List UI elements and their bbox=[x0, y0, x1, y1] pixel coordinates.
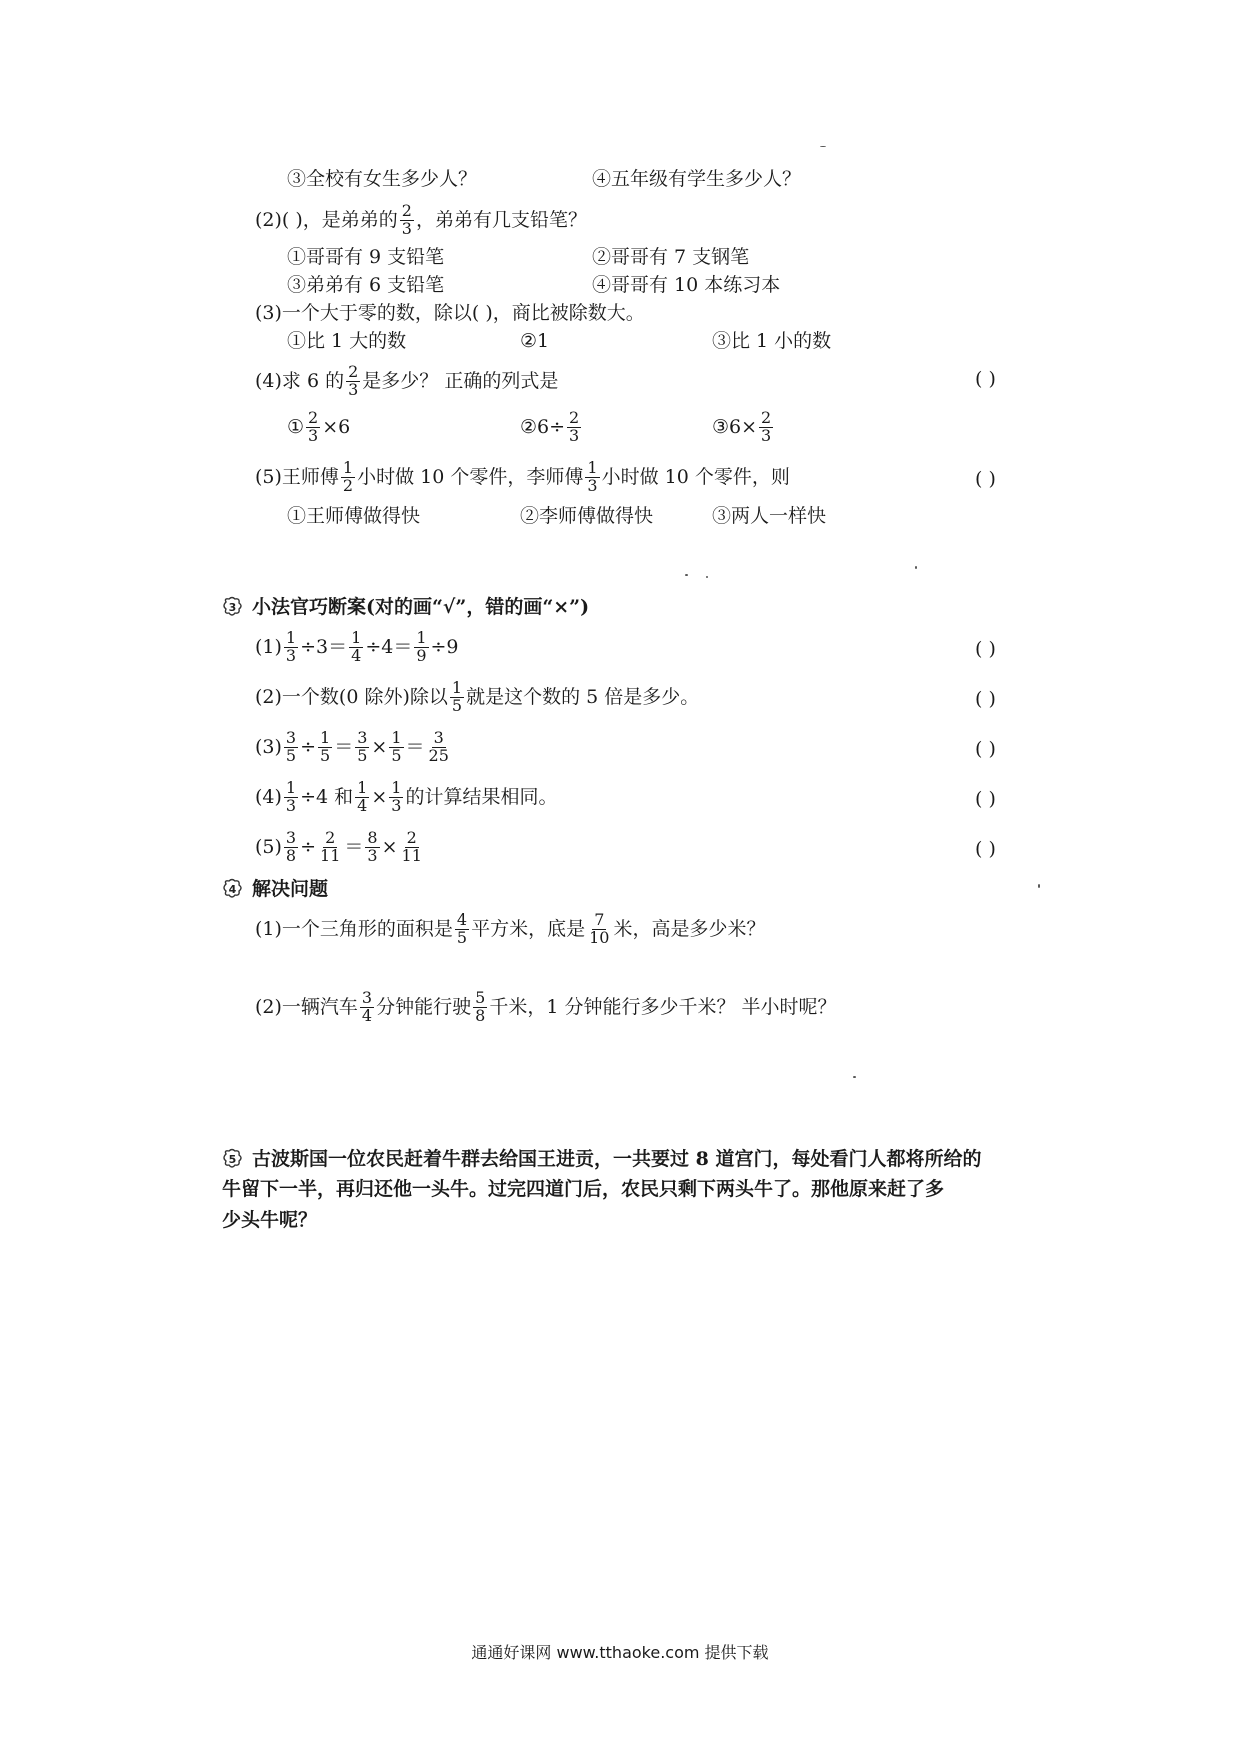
q4-option-1: ① $\frac{2}{3}$ ×6 bbox=[287, 408, 351, 445]
svg-text:4: 4 bbox=[228, 883, 237, 896]
q4-stem bbox=[255, 364, 558, 399]
fraction: $\frac{1}{4}$ bbox=[351, 628, 362, 665]
scan-speck bbox=[1038, 884, 1040, 888]
q4-option-2: ②6÷ $\frac{2}{3}$ bbox=[520, 408, 580, 445]
fraction: $\frac{1}{5}$ bbox=[320, 728, 331, 765]
fraction: $\frac{1}{5}$ bbox=[451, 678, 463, 715]
fraction: $\frac{2}{3}$ bbox=[401, 201, 412, 238]
q2-option-4: ④哥哥有 10 本练习本 bbox=[592, 274, 781, 296]
section-4-heading bbox=[222, 878, 328, 900]
scan-speck bbox=[915, 566, 917, 569]
fraction: $\frac{3}{5}$ bbox=[357, 728, 368, 765]
fraction: $\frac{3}{5}$ bbox=[285, 728, 297, 765]
section-5-line-3: 少头牛呢？ bbox=[222, 1209, 318, 1231]
fraction: $\frac{2}{11}$ bbox=[401, 828, 422, 865]
section-3-title: 小法官巧断案(对的画“√”，错的画“×”) bbox=[252, 595, 590, 618]
judge-item-5: (5) $\frac{3}{8}$ ÷ $\frac{2}{11}$ ＝ $\frac{8}{3}$ × $\frac{2}{11}$ bbox=[255, 828, 422, 865]
q2-option-2: ②哥哥有 7 支钢笔 bbox=[592, 246, 750, 268]
fraction: $\frac{1}{3}$ bbox=[391, 778, 402, 815]
section-5-line-2: 牛留下一半，再归还他一头牛。过完四道门后，农民只剩下两头牛了。那他原来赶了多 bbox=[222, 1178, 945, 1200]
scan-speck bbox=[706, 576, 708, 578]
q4-stem-post: 是多少？ 正确的列式是 bbox=[362, 369, 559, 392]
flower-badge-icon bbox=[222, 596, 248, 618]
q5-option-2: ②李师傅做得快 bbox=[520, 505, 654, 527]
scan-speck bbox=[820, 146, 826, 147]
q5-option-1: ①王师傅做得快 bbox=[287, 505, 421, 527]
answer-paren[interactable]: ( ) bbox=[975, 838, 996, 860]
answer-paren[interactable]: ( ) bbox=[975, 688, 996, 710]
fraction: $\frac{2}{3}$ bbox=[569, 408, 580, 445]
judge-item-3: (3) $\frac{3}{5}$ ÷ $\frac{1}{5}$ ＝ $\frac{3}{5}$ × $\frac{1}{5}$ ＝ $\frac{3}{25}$ bbox=[255, 728, 449, 765]
svg-text:5: 5 bbox=[228, 1153, 237, 1166]
fraction: $\frac{3}{25}$ bbox=[428, 728, 449, 765]
fraction: $\frac{2}{11}$ bbox=[320, 828, 341, 865]
fraction: $\frac{3}{8}$ bbox=[285, 828, 297, 865]
fraction: $\frac{1}{9}$ bbox=[416, 628, 427, 665]
judge-item-4: (4) $\frac{1}{3}$ ÷4 和 $\frac{1}{4}$ × $\frac{1}{3}$ 的计算结果相同。 bbox=[255, 778, 558, 815]
answer-paren[interactable]: ( ) bbox=[975, 788, 996, 810]
answer-paren[interactable]: ( ) bbox=[975, 738, 996, 760]
problem-1: (1)一个三角形的面积是 $\frac{4}{5}$ 平方米，底是 $\frac{7}{10}$ 米，高是多少米？ bbox=[255, 910, 766, 947]
section-5-text: 古波斯国一位农民赶着牛群去给国王进贡，一共要过 8 道宫门，每处看门人都将所给的 bbox=[252, 1147, 982, 1170]
judge-item-2: (2)一个数(0 除外)除以 $\frac{1}{5}$ 就是这个数的 5 倍是多少。 bbox=[255, 678, 700, 715]
q1-option-4: ④五年级有学生多少人？ bbox=[592, 168, 802, 190]
fraction: $\frac{4}{5}$ bbox=[456, 910, 468, 947]
fraction: $\frac{2}{3}$ bbox=[348, 362, 359, 399]
fraction: $\frac{1}{5}$ bbox=[391, 728, 402, 765]
flower-badge-icon bbox=[222, 878, 248, 900]
fraction: $\frac{2}{3}$ bbox=[761, 408, 772, 445]
scan-speck bbox=[685, 574, 688, 576]
fraction: $\frac{5}{8}$ bbox=[475, 988, 486, 1025]
fraction: $\frac{1}{3}$ bbox=[587, 458, 598, 495]
q2-option-3: ③弟弟有 6 支铅笔 bbox=[287, 274, 445, 296]
fraction: $\frac{3}{4}$ bbox=[361, 988, 373, 1025]
section-3-heading bbox=[222, 596, 589, 618]
scan-speck bbox=[853, 1076, 856, 1078]
q3-option-3: ③比 1 小的数 bbox=[712, 330, 832, 352]
problem-2: (2)一辆汽车 $\frac{3}{4}$ 分钟能行驶 $\frac{5}{8}$ 千米，1 分钟能行多少千米？ 半小时呢？ bbox=[255, 988, 837, 1025]
fraction: $\frac{1}{3}$ bbox=[285, 778, 297, 815]
q4-option-3: ③6× $\frac{2}{3}$ bbox=[712, 408, 772, 445]
fraction: $\frac{8}{3}$ bbox=[367, 828, 378, 865]
answer-paren[interactable]: ( ) bbox=[975, 638, 996, 660]
flower-badge-icon bbox=[222, 1148, 248, 1170]
q3-option-2: ②1 bbox=[520, 330, 550, 352]
q2-stem-post: ，弟弟有几支铅笔？ bbox=[415, 208, 587, 231]
answer-paren[interactable]: ( ) bbox=[975, 468, 996, 490]
fraction: $\frac{7}{10}$ bbox=[589, 910, 610, 947]
fraction: $\frac{1}{2}$ bbox=[342, 458, 354, 495]
fraction: $\frac{1}{4}$ bbox=[357, 778, 368, 815]
q5-option-3: ③两人一样快 bbox=[712, 505, 827, 527]
q4-stem-pre: (4)求 6 的 bbox=[255, 369, 345, 392]
svg-text:3: 3 bbox=[228, 601, 237, 614]
section-4-title: 解决问题 bbox=[252, 877, 329, 900]
q2-stem bbox=[255, 203, 587, 238]
fraction: $\frac{1}{3}$ bbox=[285, 628, 297, 665]
q3-option-1: ①比 1 大的数 bbox=[287, 330, 407, 352]
fraction: $\frac{2}{3}$ bbox=[308, 408, 319, 445]
q3-stem: (3)一个大于零的数，除以( )，商比被除数大。 bbox=[255, 302, 645, 324]
q5-stem: (5)王师傅 $\frac{1}{2}$ 小时做 10 个零件，李师傅 $\frac{1}{3}$ 小时做 10 个零件，则 bbox=[255, 458, 790, 495]
judge-item-1: (1) $\frac{1}{3}$ ÷3＝ $\frac{1}{4}$ ÷4＝ $\frac{1}{9}$ ÷9 bbox=[255, 628, 459, 665]
section-5-line-1 bbox=[222, 1148, 981, 1170]
q2-stem-pre: (2)( )，是弟弟的 bbox=[255, 208, 398, 231]
answer-paren[interactable]: ( ) bbox=[975, 368, 996, 390]
q2-option-1: ①哥哥有 9 支铅笔 bbox=[287, 246, 445, 268]
footer-credit: 通通好课网 www.tthaoke.com 提供下载 bbox=[471, 1643, 769, 1662]
q1-option-3: ③全校有女生多少人？ bbox=[287, 168, 478, 190]
